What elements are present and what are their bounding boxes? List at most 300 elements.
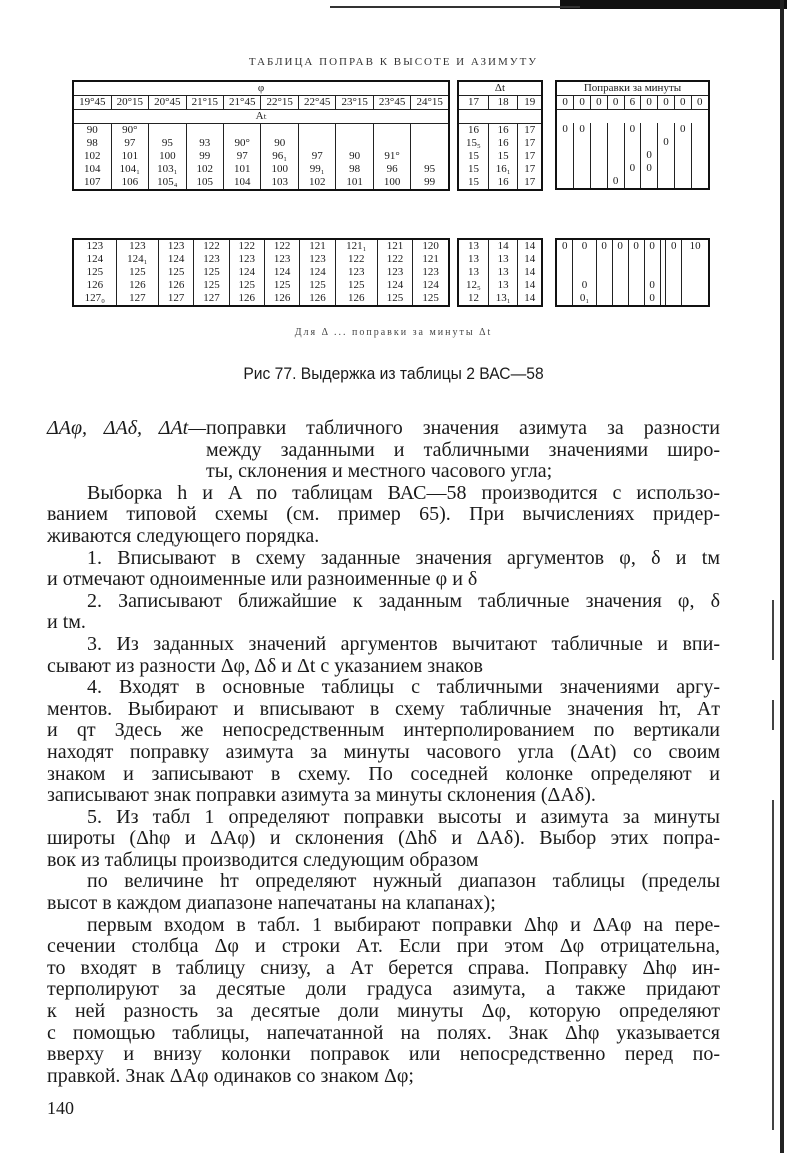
table-cell: 120 <box>413 239 449 253</box>
table-cell: 97 <box>298 150 335 163</box>
table-cell: 122 <box>264 239 299 253</box>
table-cell <box>674 149 691 162</box>
table-row <box>556 175 709 189</box>
table-cell <box>658 123 675 136</box>
table-cell <box>674 136 691 149</box>
table-cell <box>574 175 591 189</box>
table-cell: 125 <box>73 266 116 279</box>
table-row <box>556 110 709 124</box>
table-cell <box>612 253 628 266</box>
table-cell: 103 <box>261 176 298 190</box>
table-cell: 0 <box>628 239 644 253</box>
table-cell: 17 <box>518 124 542 138</box>
table-cell <box>658 162 675 175</box>
table-cell: 15₅ <box>458 137 488 150</box>
table-cell: 16 <box>458 124 488 138</box>
table-cell: 107 <box>73 176 111 190</box>
table-cell <box>186 124 223 138</box>
table-cell <box>624 175 641 189</box>
table-cell: 95 <box>411 163 449 176</box>
table-cell: 100 <box>149 150 186 163</box>
text-line: широты (Δhφ и ΔAφ) и склонения (Δhδ и ΔAδ). Выбор этих попра- <box>47 827 720 850</box>
table-cell <box>691 136 709 149</box>
table-cell: 124 <box>158 253 193 266</box>
table-cell <box>644 266 660 279</box>
table-title: ТАБЛИЦА ПОПРАВ К ВЫСОТЕ И АЗИМУТУ <box>248 56 539 68</box>
table-row <box>556 239 709 253</box>
table-cell: 124₁ <box>116 253 158 266</box>
table-row <box>556 266 709 279</box>
table-cell <box>591 175 608 189</box>
table-cell: 91° <box>373 150 410 163</box>
table-row <box>556 136 709 149</box>
table-cell: 13 <box>488 279 518 292</box>
table-cell <box>628 292 644 306</box>
table-cell: 14 <box>518 253 542 266</box>
table-cell: 121 <box>377 239 412 253</box>
table-cell: 12 <box>458 292 488 306</box>
table-cell: 0 <box>624 162 641 175</box>
table-cell: 122 <box>335 253 377 266</box>
table-cell: 125 <box>264 279 299 292</box>
table-cell: 0 <box>658 136 675 149</box>
table-cell: 100 <box>261 163 298 176</box>
table-cell <box>224 124 261 138</box>
table-row <box>73 176 449 190</box>
scan-mark <box>772 600 774 660</box>
table-cell <box>607 149 624 162</box>
table-cell: 126 <box>158 279 193 292</box>
table-cell <box>612 292 628 306</box>
table-cell <box>596 279 612 292</box>
table-cell: 16₁ <box>488 163 518 176</box>
body-text <box>47 418 720 1087</box>
table-row <box>73 150 449 163</box>
table-cell: 127 <box>116 292 158 306</box>
text-line: ментов. Выбирают и вписывают в схему табличные значения hт, Aт <box>47 697 720 720</box>
table-cell <box>373 124 410 138</box>
minutes-col: 0 <box>658 96 675 110</box>
table-cell: 0 <box>556 239 573 253</box>
table-cell: 124 <box>229 266 264 279</box>
table-cell: 123 <box>73 239 116 253</box>
table-cell: 15 <box>458 150 488 163</box>
table-cell <box>556 162 574 175</box>
table-cell: 126 <box>73 279 116 292</box>
table-cell <box>373 137 410 150</box>
table-cell <box>596 266 612 279</box>
table-cell: 17 <box>518 176 542 190</box>
table-row <box>458 96 542 110</box>
table-cell: 102 <box>298 176 335 190</box>
table-cell: 17 <box>518 137 542 150</box>
table-cell: 125 <box>194 266 229 279</box>
table-minutes-lower <box>555 238 710 307</box>
table-cell: 106 <box>111 176 148 190</box>
table-row <box>458 137 542 150</box>
text-line: и qт Здесь же непосредственным интерполированием по вертикали <box>47 719 720 742</box>
text-line: правкой. Знак ΔAφ одинаков со знаком Δφ; <box>47 1064 414 1087</box>
text-line: к ней разность за десятые доли минуты Δφ, которую определяют <box>47 1000 720 1023</box>
minutes-col: 0 <box>574 96 591 110</box>
table-cell: 124 <box>413 279 449 292</box>
table-cell: 14 <box>518 266 542 279</box>
table-cell: 0 <box>556 123 574 136</box>
table-cell: 125 <box>300 279 335 292</box>
table-cell: 101 <box>336 176 373 190</box>
table-cell: 121 <box>300 239 335 253</box>
table-cell: 90 <box>261 137 298 150</box>
definition-term: ΔAφ, ΔAδ, ΔAt— <box>47 417 206 439</box>
table-cell <box>691 149 709 162</box>
table-cell: 17 <box>518 150 542 163</box>
table-azimuth-lower <box>72 238 450 307</box>
table-cell: 124 <box>300 266 335 279</box>
table-cell: 0 <box>674 123 691 136</box>
table-cell: 14 <box>518 292 542 306</box>
text-line: вок из таблицы производится следующим образом <box>47 848 479 871</box>
table-cell <box>411 150 449 163</box>
table-row <box>73 81 449 96</box>
scan-mark <box>772 800 774 1130</box>
table-cell: 90° <box>224 137 261 150</box>
text-line: вверху и внизу колонки поправок или непосредственно перед по- <box>47 1043 720 1066</box>
dt-value: 17 <box>458 96 488 110</box>
table-row <box>556 253 709 266</box>
table-row <box>458 81 542 96</box>
table-dt-lower <box>457 238 543 307</box>
text-line: 3. Из заданных значений аргументов вычитают табличные и впи- <box>87 632 720 655</box>
table-cell <box>682 279 709 292</box>
table-cell <box>612 266 628 279</box>
table-cell: 123 <box>229 253 264 266</box>
table-cell: 13 <box>458 253 488 266</box>
table-cell <box>682 266 709 279</box>
table-cell: 123 <box>335 266 377 279</box>
text-line: ты, склонения и местного часового угла; <box>206 460 553 483</box>
text-line: 4. Входят в основные таблицы с табличными значениями аргу- <box>87 676 720 699</box>
table-cell: 13 <box>458 239 488 253</box>
table-cell: 125 <box>229 279 264 292</box>
table-cell <box>658 149 675 162</box>
table-cell: 125 <box>116 266 158 279</box>
table-cell: 98 <box>73 137 111 150</box>
table-row <box>458 176 542 190</box>
table-cell <box>591 123 608 136</box>
table-cell: 123 <box>413 266 449 279</box>
table-cell <box>149 124 186 138</box>
text-line: знаком и записывают в схему. По соседней колонке определяют и <box>47 762 720 785</box>
dt-header: Δt <box>458 81 542 96</box>
table-row <box>73 96 449 110</box>
text-line: 5. Из табл 1 определяют поправки высоты и азимута за минуты <box>87 805 720 828</box>
table-row <box>73 253 449 266</box>
table-cell <box>628 279 644 292</box>
table-cell: 90 <box>73 124 111 138</box>
dt-value: 19 <box>518 96 542 110</box>
table-cell <box>574 162 591 175</box>
table-cell: 123 <box>116 239 158 253</box>
table-cell: 97 <box>111 137 148 150</box>
table-cell: 99₁ <box>298 163 335 176</box>
table-cell <box>682 253 709 266</box>
table-row <box>73 266 449 279</box>
table-cell: 14 <box>488 239 518 253</box>
table-cell <box>666 266 682 279</box>
table-cell <box>596 292 612 306</box>
phi-value: 21°45 <box>224 96 261 110</box>
table-cell <box>591 162 608 175</box>
text-line: между заданными и табличными значениями широ- <box>206 438 720 461</box>
table-cell: 124 <box>264 266 299 279</box>
table-cell <box>666 279 682 292</box>
table-cell: 126 <box>335 292 377 306</box>
table-row <box>458 292 542 306</box>
table-cell <box>607 136 624 149</box>
azimuth-header: Aₜ <box>73 110 449 124</box>
table-cell: 0 <box>624 123 641 136</box>
table-cell <box>607 162 624 175</box>
table-row <box>556 123 709 136</box>
table-row <box>458 124 542 138</box>
table-cell <box>336 137 373 150</box>
table-cell: 123 <box>158 239 193 253</box>
table-cell: 0 <box>573 239 596 253</box>
table-cell: 95 <box>149 137 186 150</box>
table-row <box>556 292 709 306</box>
phi-value: 23°15 <box>336 96 373 110</box>
text-line: 2. Записывают ближайшие к заданным табличные значения φ, δ <box>87 589 720 612</box>
table-row <box>458 266 542 279</box>
table-cell: 125 <box>335 279 377 292</box>
table-cell <box>298 137 335 150</box>
figure-caption: Рис 77. Выдержка из таблицы 2 ВАС—58 <box>243 364 544 383</box>
table-cell <box>261 124 298 138</box>
table-cell: 126 <box>300 292 335 306</box>
table-cell <box>596 253 612 266</box>
text-line: и tм. <box>47 611 86 634</box>
table-cell <box>674 162 691 175</box>
minutes-col: 6 <box>624 96 641 110</box>
table-cell: 14 <box>518 239 542 253</box>
phi-value: 21°15 <box>186 96 223 110</box>
table-cell <box>556 136 574 149</box>
table-cell: 97 <box>224 150 261 163</box>
table-cell: 105₄ <box>149 176 186 190</box>
minutes-col: 0 <box>556 96 574 110</box>
table-cell <box>644 253 660 266</box>
table-row <box>73 279 449 292</box>
table-cell: 98 <box>336 163 373 176</box>
table-azimuth-upper <box>72 80 450 191</box>
table-cell: 13 <box>488 266 518 279</box>
minutes-header: Поправки за минуты <box>556 81 709 96</box>
scan-mark <box>772 700 774 730</box>
table-row <box>556 81 709 96</box>
text-line: записывают знак поправки азимута за минуты склонения (ΔAδ). <box>47 784 596 807</box>
table-row <box>73 239 449 253</box>
table-cell: 122 <box>194 239 229 253</box>
page-number: 140 <box>47 1098 74 1118</box>
table-cell <box>607 123 624 136</box>
table-cell: 90° <box>111 124 148 138</box>
table-row <box>556 96 709 110</box>
table-cell <box>641 123 658 136</box>
table-cell <box>573 253 596 266</box>
table-row <box>458 110 542 124</box>
table-cell <box>411 124 449 138</box>
table-cell: 13 <box>488 253 518 266</box>
table-cell: 16 <box>488 124 518 138</box>
table-cell <box>336 124 373 138</box>
table-row <box>458 253 542 266</box>
table-cell <box>612 279 628 292</box>
table-row <box>73 163 449 176</box>
table-cell: 0 <box>574 123 591 136</box>
text-line: и отмечают одноименные или разноименные φ и δ <box>47 568 478 591</box>
table-cell: 104₁ <box>111 163 148 176</box>
table-row <box>556 162 709 175</box>
table-row <box>73 137 449 150</box>
table-cell: 99 <box>186 150 223 163</box>
table-cell: 101 <box>224 163 261 176</box>
table-cell: 104 <box>224 176 261 190</box>
table-cell <box>556 253 573 266</box>
table-cell: 126 <box>264 292 299 306</box>
phi-value: 20°15 <box>111 96 148 110</box>
table-cell <box>411 137 449 150</box>
table-cell: 0 <box>612 239 628 253</box>
table-cell: 14 <box>518 279 542 292</box>
table-cell: 127 <box>194 292 229 306</box>
table-minutes-upper <box>555 80 710 190</box>
table-cell: 16 <box>488 137 518 150</box>
table-cell <box>556 266 573 279</box>
table-cell: 0 <box>666 239 682 253</box>
text-line: ванием типовой схемы (см. пример 65). При вычислениях придер- <box>47 503 720 526</box>
blank-row <box>556 110 709 124</box>
text-line: сечении столбца Δφ и строки Aт. Если при этом Δφ отрицательна, <box>47 935 720 958</box>
table-cell <box>641 136 658 149</box>
table-cell <box>591 136 608 149</box>
table-cell: 0 <box>644 279 660 292</box>
text-line: 1. Вписывают в схему заданные значения аргументов φ, δ и tм <box>87 546 720 569</box>
table-cell: 15 <box>458 163 488 176</box>
table-cell <box>573 266 596 279</box>
table-cell: 123 <box>300 253 335 266</box>
text-line: живаются следующего порядка. <box>47 524 320 547</box>
scan-edge-bar <box>560 0 787 9</box>
table-row <box>73 110 449 124</box>
table-cell <box>574 149 591 162</box>
table-cell: 126 <box>229 292 264 306</box>
table-cell: 12₅ <box>458 279 488 292</box>
table-cell: 123 <box>194 253 229 266</box>
table-cell: 0 <box>644 239 660 253</box>
table-cell <box>666 253 682 266</box>
table-cell: 101 <box>111 150 148 163</box>
table-cell <box>556 279 573 292</box>
table-cell: 122 <box>229 239 264 253</box>
table-cell <box>624 149 641 162</box>
phi-value: 23°45 <box>373 96 410 110</box>
table-cell <box>691 162 709 175</box>
table-cell <box>682 292 709 306</box>
table-cell: 0 <box>607 175 624 189</box>
table-row <box>73 292 449 306</box>
table-cell: 15 <box>488 150 518 163</box>
text-line <box>47 418 720 440</box>
table-cell: 102 <box>73 150 111 163</box>
table-cell <box>628 266 644 279</box>
table-row <box>556 279 709 292</box>
table-cell: 124 <box>73 253 116 266</box>
phi-header: φ <box>73 81 449 96</box>
table-cell: 96₁ <box>261 150 298 163</box>
table-cell <box>556 149 574 162</box>
table-row <box>458 239 542 253</box>
table-cell: 0 <box>641 162 658 175</box>
table-cell <box>658 175 675 189</box>
text-line: сывают из разности Δφ, Δδ и Δt с указанием знаков <box>47 654 483 677</box>
minutes-col: 0 <box>691 96 709 110</box>
table-cell <box>574 136 591 149</box>
table-cell: 100 <box>373 176 410 190</box>
table-cell: 122 <box>377 253 412 266</box>
table-cell: 99 <box>411 176 449 190</box>
table-cell <box>628 253 644 266</box>
phi-value: 20°45 <box>149 96 186 110</box>
minutes-col: 0 <box>607 96 624 110</box>
phi-value: 22°15 <box>261 96 298 110</box>
text-line: то входят в таблицу снизу, а Aт берется справа. Поправку Δhφ ин- <box>47 956 720 979</box>
table-cell: 125 <box>377 292 412 306</box>
table-cell <box>298 124 335 138</box>
table-cell: 125 <box>158 266 193 279</box>
definition-text: поправки табличного значения азимута за разности <box>206 417 720 439</box>
table-cell: 123 <box>264 253 299 266</box>
table-cell: 17 <box>518 163 542 176</box>
table-cell: 121₁ <box>335 239 377 253</box>
table-cell: 0 <box>641 149 658 162</box>
table-cell: 102 <box>186 163 223 176</box>
dt-value: 18 <box>488 96 518 110</box>
table-cell: 90 <box>336 150 373 163</box>
table-cell: 0 <box>573 279 596 292</box>
minutes-col: 0 <box>674 96 691 110</box>
table-cell <box>556 292 573 306</box>
table-row <box>458 279 542 292</box>
table-cell <box>591 149 608 162</box>
phi-value: 19°45 <box>73 96 111 110</box>
table-cell: 104 <box>73 163 111 176</box>
phi-value: 22°45 <box>298 96 335 110</box>
phi-value: 24°15 <box>411 96 449 110</box>
table-cell <box>674 175 691 189</box>
table-cell: 13 <box>458 266 488 279</box>
table-cell: 13₁ <box>488 292 518 306</box>
text-line: терполируют за десятые доли градуса азимута, а также придают <box>47 978 720 1001</box>
text-line: высот в каждом диапазоне напечатаны на клапанах); <box>47 892 496 915</box>
text-line: с помощью таблицы, напечатанной на полях. Знак Δhφ указывается <box>47 1021 720 1044</box>
table-cell <box>691 123 709 136</box>
table-cell: 127₀ <box>73 292 116 306</box>
table-row <box>458 163 542 176</box>
table-cell <box>691 175 709 189</box>
table-cell <box>556 175 574 189</box>
table-row <box>458 150 542 163</box>
text-line: по величине hт определяют нужный диапазон таблицы (пределы <box>87 870 720 893</box>
